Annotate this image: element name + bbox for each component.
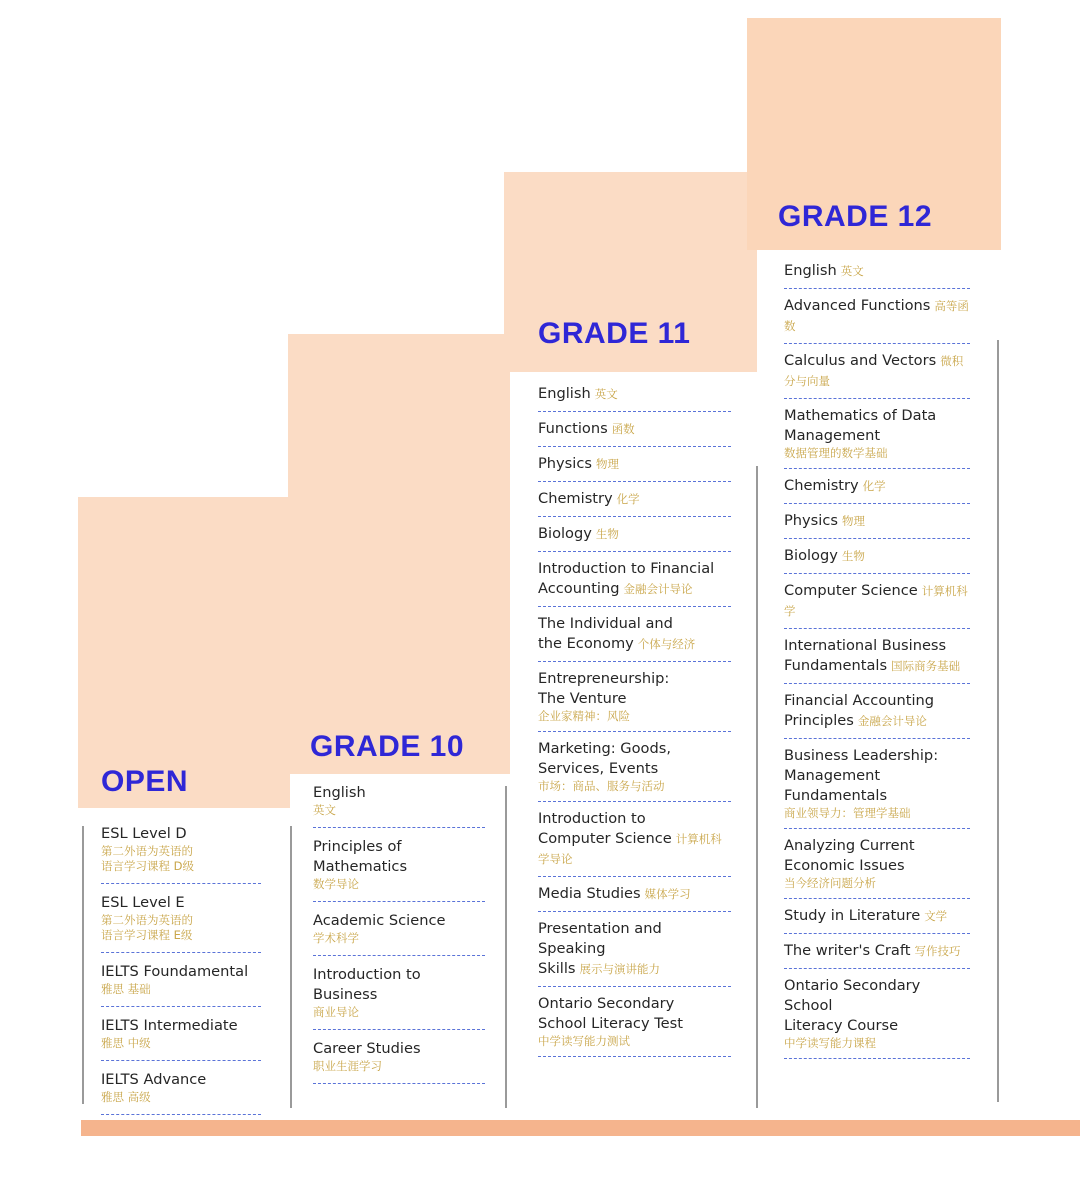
grade-10-course-list — [313, 783, 485, 1084]
course-name: IELTS Advance — [101, 1071, 207, 1088]
course-name: Physics 物理 — [538, 455, 619, 472]
course-name: English — [313, 784, 366, 801]
course-biology — [538, 517, 731, 552]
course-name: Media Studies 媒体学习 — [538, 885, 691, 902]
course-chinese-name: 计算机科学导论 — [538, 832, 722, 866]
course-esl-level-d — [101, 824, 261, 884]
course-chinese-name: 数据管理的数学基础 — [784, 446, 888, 460]
course-esl-level-e — [101, 884, 261, 953]
course-name: Computer Science 计算机科学 — [784, 582, 968, 618]
grade-12-column-line-left — [756, 466, 758, 1108]
course-chinese-name: 第二外语为英语的 语言学习课程 E级 — [101, 913, 193, 942]
course-ielts-advance — [101, 1061, 261, 1115]
course-chinese-name: 雅思 中级 — [101, 1036, 151, 1050]
course-name: IELTS Foundamental — [101, 963, 249, 980]
course-english — [538, 384, 731, 412]
course-media-studies — [538, 877, 731, 912]
course-chinese-name: 国际商务基础 — [891, 659, 961, 673]
course-marketing-goods-services-events — [538, 732, 731, 802]
course-english — [313, 783, 485, 828]
course-chinese-name: 市场：商品、服务与活动 — [538, 779, 665, 793]
course-name: Business Leadership: Management Fundamentals — [784, 747, 939, 804]
course-chinese-name: 物理 — [841, 514, 865, 528]
course-chinese-name: 化学 — [862, 479, 886, 493]
grade-11-course-list — [538, 384, 731, 1057]
course-name: Biology 生物 — [784, 547, 865, 564]
course-chinese-name: 文学 — [924, 909, 948, 923]
course-principles-of-mathematics — [313, 828, 485, 902]
course-chemistry — [784, 469, 970, 504]
course-chinese-name: 数学导论 — [313, 877, 359, 891]
open-title: OPEN — [101, 765, 189, 798]
course-chemistry — [538, 482, 731, 517]
course-presentation-and-speaking-skills — [538, 912, 731, 987]
course-name: Introduction to Business — [313, 966, 421, 1003]
course-chinese-name: 第二外语为英语的 语言学习课程 D级 — [101, 844, 195, 873]
course-ielts-intermediate — [101, 1007, 261, 1061]
course-name: Presentation and Speaking Skills 展示与演讲能力 — [538, 920, 662, 977]
course-chinese-name: 企业家精神：风险 — [538, 709, 630, 723]
course-academic-science — [313, 902, 485, 956]
course-business-leadership-management-fundamentals — [784, 739, 970, 829]
course-chinese-name: 当今经济问题分析 — [784, 876, 876, 890]
course-chinese-name: 微积分与向量 — [784, 354, 964, 388]
course-name: The Individual and the Economy 个体与经济 — [538, 615, 696, 652]
course-chinese-name: 生物 — [841, 549, 865, 563]
floor-band — [81, 1120, 1080, 1136]
course-name: Career Studies — [313, 1040, 421, 1057]
course-name: Ontario Secondary School Literacy Test — [538, 995, 683, 1032]
course-the-writer-s-craft — [784, 934, 970, 969]
course-chinese-name: 金融会计导论 — [623, 582, 693, 596]
course-physics — [538, 447, 731, 482]
course-study-in-literature — [784, 899, 970, 934]
course-name: International Business Fundamentals 国际商务基础 — [784, 637, 961, 674]
course-name: Functions 函数 — [538, 420, 635, 437]
course-analyzing-current-economic-issues — [784, 829, 970, 899]
course-name: Entrepreneurship: The Venture — [538, 670, 670, 707]
course-the-individual-and-the-economy — [538, 607, 731, 662]
course-chinese-name: 高等函数 — [784, 299, 969, 333]
grade-11-column-line — [505, 786, 507, 1108]
course-chinese-name: 商业导论 — [313, 1005, 359, 1019]
course-international-business-fundamentals — [784, 629, 970, 684]
course-chinese-name: 中学读写能力课程 — [784, 1036, 876, 1050]
course-chinese-name: 媒体学习 — [644, 887, 691, 901]
course-career-studies — [313, 1030, 485, 1084]
course-name: Introduction to Financial Accounting 金融会计导论 — [538, 560, 715, 597]
course-introduction-to-business — [313, 956, 485, 1030]
course-name: Principles of Mathematics — [313, 838, 408, 875]
step-grade-10 — [288, 334, 510, 774]
grade-11-title: GRADE 11 — [538, 317, 691, 350]
course-name: Marketing: Goods, Services, Events — [538, 740, 671, 777]
course-chinese-name: 生物 — [595, 527, 619, 541]
course-chinese-name: 金融会计导论 — [857, 714, 927, 728]
course-ontario-secondary-school-literacy-course — [784, 969, 970, 1059]
grade-12-column-line-right — [997, 340, 999, 1102]
course-ielts-foundamental — [101, 953, 261, 1007]
step-open — [78, 497, 290, 808]
grade-12-course-list — [784, 261, 970, 1059]
course-chinese-name: 个体与经济 — [637, 637, 696, 651]
course-advanced-functions — [784, 289, 970, 344]
course-computer-science — [784, 574, 970, 629]
course-chinese-name: 展示与演讲能力 — [579, 962, 660, 976]
course-chinese-name: 计算机科学 — [784, 584, 968, 618]
course-chinese-name: 物理 — [595, 457, 619, 471]
course-chinese-name: 英文 — [840, 264, 864, 278]
course-functions — [538, 412, 731, 447]
course-chinese-name: 函数 — [611, 422, 635, 436]
course-name: Academic Science — [313, 912, 446, 929]
course-name: English 英文 — [538, 385, 618, 402]
grade-10-title: GRADE 10 — [310, 730, 465, 763]
course-name: ESL Level D — [101, 825, 187, 842]
course-chinese-name: 写作技巧 — [914, 944, 961, 958]
grade-10-column-line — [290, 826, 292, 1108]
course-name: ESL Level E — [101, 894, 185, 911]
course-chinese-name: 职业生涯学习 — [313, 1059, 382, 1073]
course-ontario-secondary-school-literacy-test — [538, 987, 731, 1057]
course-chinese-name: 英文 — [594, 387, 618, 401]
course-name: Introduction to Computer Science 计算机科学导论 — [538, 810, 722, 866]
course-name: The writer's Craft 写作技巧 — [784, 942, 961, 959]
course-chinese-name: 雅思 高级 — [101, 1090, 151, 1104]
course-physics — [784, 504, 970, 539]
course-chinese-name: 商业领导力：管理学基础 — [784, 806, 911, 820]
course-name: Mathematics of Data Management — [784, 407, 937, 444]
course-english — [784, 261, 970, 289]
course-mathematics-of-data-management — [784, 399, 970, 469]
course-entrepreneurship-the-venture — [538, 662, 731, 732]
course-name: Physics 物理 — [784, 512, 865, 529]
course-name: Biology 生物 — [538, 525, 619, 542]
course-biology — [784, 539, 970, 574]
course-chinese-name: 英文 — [313, 803, 336, 817]
grade-12-title: GRADE 12 — [778, 200, 933, 233]
course-name: Ontario Secondary School Literacy Course — [784, 977, 921, 1034]
course-chinese-name: 雅思 基础 — [101, 982, 151, 996]
course-calculus-and-vectors — [784, 344, 970, 399]
course-name: Chemistry 化学 — [784, 477, 886, 494]
course-name: IELTS Intermediate — [101, 1017, 238, 1034]
course-name: Analyzing Current Economic Issues — [784, 837, 915, 874]
course-introduction-to-financial-accounting — [538, 552, 731, 607]
course-name: Chemistry 化学 — [538, 490, 640, 507]
course-financial-accounting-principles — [784, 684, 970, 739]
course-name: English 英文 — [784, 262, 864, 279]
open-column-line — [82, 826, 84, 1104]
course-name: Advanced Functions 高等函数 — [784, 297, 969, 333]
course-name: Calculus and Vectors 微积分与向量 — [784, 352, 964, 388]
open-course-list — [101, 824, 261, 1115]
course-name: Financial Accounting Principles 金融会计导论 — [784, 692, 935, 729]
course-chinese-name: 化学 — [616, 492, 640, 506]
course-introduction-to-computer-science — [538, 802, 731, 877]
course-chinese-name: 学术科学 — [313, 931, 359, 945]
course-chinese-name: 中学读写能力测试 — [538, 1034, 630, 1048]
course-name: Study in Literature 文学 — [784, 907, 948, 924]
